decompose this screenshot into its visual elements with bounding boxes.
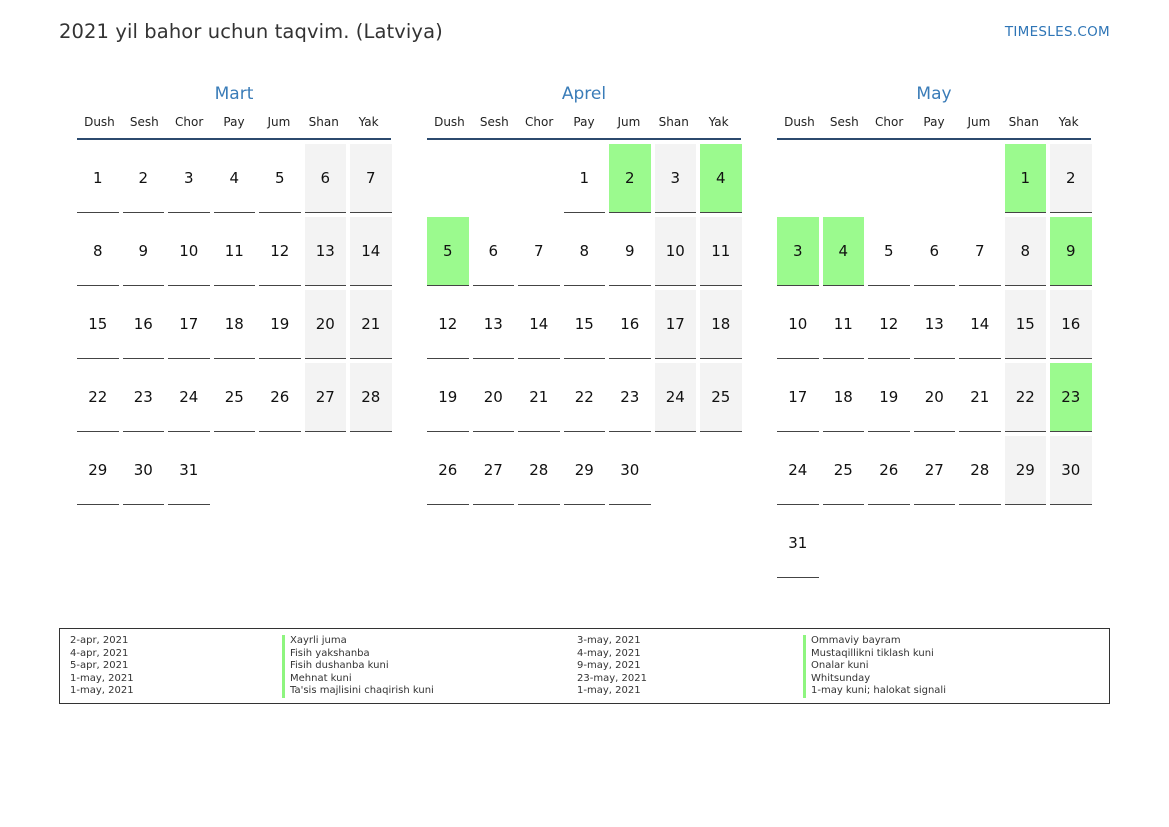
day-cell: 26 — [868, 436, 910, 505]
legend-holiday-name: Xayrli juma — [282, 635, 434, 648]
empty-cell — [959, 144, 1001, 213]
day-cell: 21 — [518, 363, 560, 432]
legend-holiday-name: Whitsunday — [803, 673, 946, 686]
page-title: 2021 yil bahor uchun taqvim. (Latviya) — [59, 20, 443, 43]
day-cell: 2 — [123, 144, 165, 213]
day-cell: 22 — [1005, 363, 1047, 432]
legend-holiday-name: Mehnat kuni — [282, 673, 434, 686]
day-grid — [427, 144, 745, 505]
day-cell: 11 — [214, 217, 256, 286]
day-cell: 11 — [700, 217, 742, 286]
day-cell: 30 — [609, 436, 651, 505]
day-cell: 26 — [259, 363, 301, 432]
legend-holiday-name: Fisih dushanba kuni — [282, 660, 434, 673]
holiday-day-cell: 4 — [700, 144, 742, 213]
empty-cell — [518, 144, 560, 213]
day-cell: 8 — [1005, 217, 1047, 286]
day-cell: 15 — [77, 290, 119, 359]
weekday-label: Chor — [525, 115, 554, 129]
day-cell: 9 — [123, 217, 165, 286]
legend-holiday-name: Mustaqillikni tiklash kuni — [803, 648, 946, 661]
weekday-label: Sesh — [479, 115, 509, 129]
day-cell: 21 — [350, 290, 392, 359]
holiday-day-cell: 4 — [823, 217, 865, 286]
weekday-label: Yak — [358, 115, 379, 129]
empty-cell — [914, 144, 956, 213]
empty-cell — [427, 144, 469, 213]
legend-date: 23-may, 2021 — [577, 672, 647, 684]
legend-dates-right — [577, 635, 647, 698]
legend-date: 1-may, 2021 — [577, 685, 641, 696]
day-cell: 20 — [305, 290, 347, 359]
legend-date: 3-may, 2021 — [577, 635, 641, 646]
holiday-day-cell: 5 — [427, 217, 469, 286]
legend-date: 4-apr, 2021 — [70, 647, 129, 659]
day-cell: 23 — [123, 363, 165, 432]
weekday-label: Chor — [175, 115, 204, 129]
day-cell: 30 — [1050, 436, 1092, 505]
day-cell: 5 — [259, 144, 301, 213]
day-cell: 30 — [123, 436, 165, 505]
day-cell: 13 — [473, 290, 515, 359]
day-cell: 19 — [427, 363, 469, 432]
day-cell: 21 — [959, 363, 1001, 432]
day-cell: 11 — [823, 290, 865, 359]
day-cell: 17 — [655, 290, 697, 359]
holiday-day-cell: 2 — [609, 144, 651, 213]
day-cell: 17 — [168, 290, 210, 359]
day-cell: 19 — [868, 363, 910, 432]
weekday-label: Yak — [708, 115, 729, 129]
day-cell: 1 — [564, 144, 606, 213]
day-cell: 14 — [350, 217, 392, 286]
weekday-label: Sesh — [829, 115, 859, 129]
day-cell: 28 — [518, 436, 560, 505]
weekday-label: Shan — [308, 115, 339, 129]
legend-date: 1-may, 2021 — [70, 672, 134, 684]
legend-date: 1-may, 2021 — [70, 685, 134, 696]
legend-date: 4-may, 2021 — [577, 647, 641, 659]
day-cell: 3 — [168, 144, 210, 213]
day-cell: 2 — [1050, 144, 1092, 213]
day-cell: 16 — [1050, 290, 1092, 359]
weekday-label: Sesh — [129, 115, 159, 129]
month-title: Mart — [214, 84, 254, 104]
day-cell: 4 — [214, 144, 256, 213]
legend-date: 5-apr, 2021 — [70, 660, 129, 671]
day-cell: 23 — [609, 363, 651, 432]
legend-date: 9-may, 2021 — [577, 660, 641, 671]
holiday-day-cell: 23 — [1050, 363, 1092, 432]
legend-names-left — [282, 635, 434, 698]
day-cell: 27 — [914, 436, 956, 505]
day-cell: 3 — [655, 144, 697, 213]
day-cell: 19 — [259, 290, 301, 359]
day-cell: 17 — [777, 363, 819, 432]
weekday-header — [777, 106, 1091, 140]
day-cell: 14 — [518, 290, 560, 359]
weekday-label: Pay — [923, 115, 945, 129]
day-cell: 16 — [123, 290, 165, 359]
day-cell: 6 — [305, 144, 347, 213]
day-cell: 6 — [473, 217, 515, 286]
day-cell: 25 — [214, 363, 256, 432]
month-title: Aprel — [561, 84, 607, 104]
legend-dates-left — [70, 635, 134, 698]
weekday-label: Dush — [784, 115, 815, 129]
day-cell: 24 — [168, 363, 210, 432]
month-title: May — [916, 84, 952, 104]
day-cell: 24 — [655, 363, 697, 432]
weekday-label: Shan — [658, 115, 689, 129]
day-cell: 29 — [564, 436, 606, 505]
legend-holiday-name: Ta'sis majlisini chaqirish kuni — [282, 685, 434, 698]
day-cell: 7 — [350, 144, 392, 213]
day-cell: 7 — [959, 217, 1001, 286]
holiday-day-cell: 1 — [1005, 144, 1047, 213]
weekday-label: Dush — [84, 115, 115, 129]
day-cell: 27 — [305, 363, 347, 432]
day-grid — [77, 144, 395, 505]
day-cell: 14 — [959, 290, 1001, 359]
day-cell: 8 — [77, 217, 119, 286]
day-cell: 20 — [914, 363, 956, 432]
day-cell: 12 — [427, 290, 469, 359]
day-cell: 1 — [77, 144, 119, 213]
day-cell: 18 — [823, 363, 865, 432]
weekday-label: Pay — [573, 115, 595, 129]
day-cell: 7 — [518, 217, 560, 286]
day-cell: 24 — [777, 436, 819, 505]
weekday-label: Jum — [967, 115, 991, 129]
day-cell: 18 — [214, 290, 256, 359]
legend-date: 2-apr, 2021 — [70, 635, 129, 646]
day-cell: 8 — [564, 217, 606, 286]
weekday-label: Pay — [223, 115, 245, 129]
day-grid — [777, 144, 1095, 578]
day-cell: 20 — [473, 363, 515, 432]
day-cell: 5 — [868, 217, 910, 286]
weekday-header — [427, 106, 741, 140]
weekday-label: Chor — [875, 115, 904, 129]
day-cell: 22 — [564, 363, 606, 432]
day-cell: 31 — [777, 509, 819, 578]
day-cell: 13 — [305, 217, 347, 286]
empty-cell — [473, 144, 515, 213]
holiday-day-cell: 9 — [1050, 217, 1092, 286]
day-cell: 31 — [168, 436, 210, 505]
weekday-label: Shan — [1008, 115, 1039, 129]
day-cell: 28 — [350, 363, 392, 432]
day-cell: 28 — [959, 436, 1001, 505]
day-cell: 10 — [777, 290, 819, 359]
weekday-label: Dush — [434, 115, 465, 129]
empty-cell — [823, 144, 865, 213]
empty-cell — [777, 144, 819, 213]
day-cell: 29 — [1005, 436, 1047, 505]
holiday-day-cell: 3 — [777, 217, 819, 286]
legend-holiday-name: Fisih yakshanba — [282, 648, 434, 661]
day-cell: 10 — [168, 217, 210, 286]
weekday-header — [77, 106, 391, 140]
legend-holiday-name: 1-may kuni; halokat signali — [803, 685, 946, 698]
month-may — [777, 82, 1095, 578]
weekday-label: Yak — [1058, 115, 1079, 129]
day-cell: 27 — [473, 436, 515, 505]
day-cell: 15 — [1005, 290, 1047, 359]
site-link[interactable]: TIMESLES.COM — [1004, 24, 1110, 40]
day-cell: 6 — [914, 217, 956, 286]
day-cell: 29 — [77, 436, 119, 505]
day-cell: 18 — [700, 290, 742, 359]
legend-names-right — [803, 635, 946, 698]
holiday-legend — [59, 628, 1110, 704]
day-cell: 25 — [700, 363, 742, 432]
legend-holiday-name: Onalar kuni — [803, 660, 946, 673]
day-cell: 26 — [427, 436, 469, 505]
day-cell: 22 — [77, 363, 119, 432]
day-cell: 13 — [914, 290, 956, 359]
weekday-label: Jum — [267, 115, 291, 129]
month-mart — [77, 82, 395, 505]
month-aprel — [427, 82, 745, 505]
day-cell: 9 — [609, 217, 651, 286]
day-cell: 12 — [259, 217, 301, 286]
legend-holiday-name: Ommaviy bayram — [803, 635, 946, 648]
day-cell: 10 — [655, 217, 697, 286]
day-cell: 16 — [609, 290, 651, 359]
empty-cell — [868, 144, 910, 213]
day-cell: 15 — [564, 290, 606, 359]
day-cell: 12 — [868, 290, 910, 359]
day-cell: 25 — [823, 436, 865, 505]
weekday-label: Jum — [617, 115, 641, 129]
